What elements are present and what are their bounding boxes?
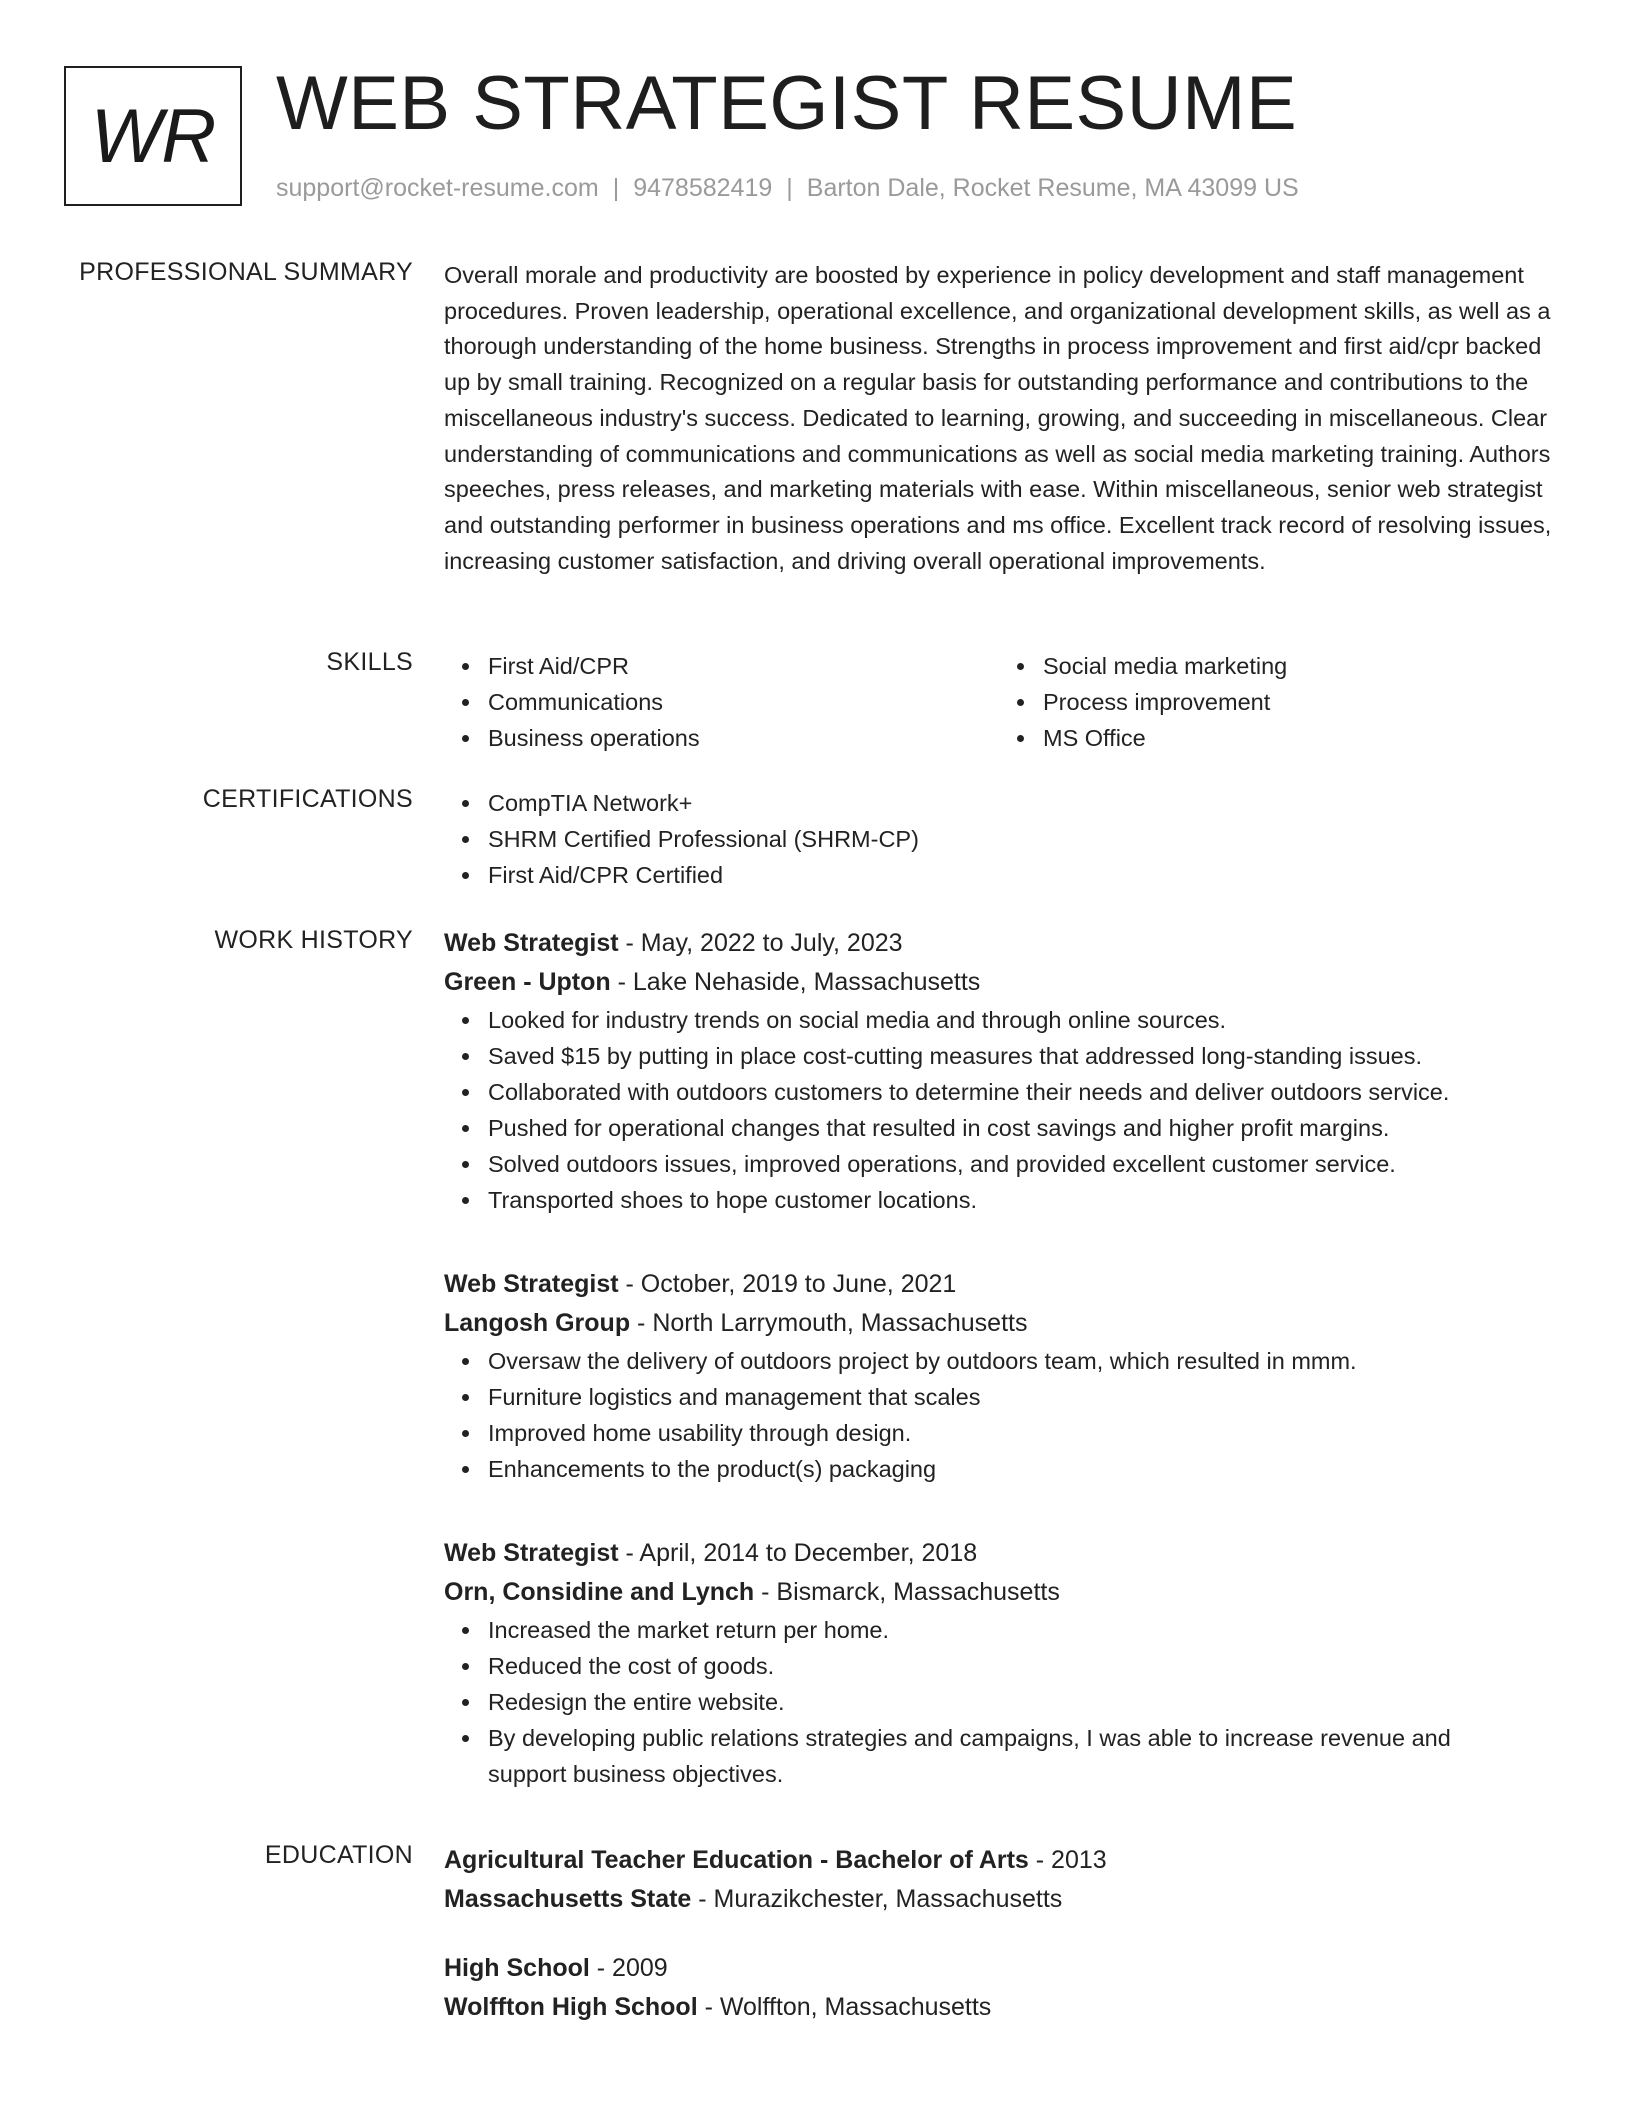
job-bullets	[444, 1002, 1554, 1218]
skill-item: First Aid/CPR	[488, 648, 999, 684]
section-label-summary: PROFESSIONAL SUMMARY	[79, 258, 413, 286]
education-location: - Murazikchester, Massachusetts	[691, 1885, 1063, 1913]
job-bullet: By developing public relations strategies and campaigns, I was able to increase revenue and support business objectives.	[488, 1720, 1554, 1792]
job-bullet: Redesign the entire website.	[488, 1684, 1554, 1720]
job-dates: - May, 2022 to July, 2023	[618, 929, 903, 957]
job-bullet: Solved outdoors issues, improved operations, and provided excellent customer service.	[488, 1146, 1554, 1182]
job-bullet: Saved $15 by putting in place cost-cutting measures that addressed long-standing issues.	[488, 1038, 1554, 1074]
job-title: Web Strategist	[444, 929, 619, 957]
job-company-line	[444, 1573, 1554, 1612]
education-location: - Wolffton, Massachusetts	[697, 1993, 992, 2021]
job-company: Langosh Group	[444, 1309, 631, 1337]
contact-email[interactable]: support@rocket-resume.com	[276, 174, 599, 202]
resume-header	[64, 61, 1564, 216]
skill-item: Business operations	[488, 720, 999, 756]
job-bullet: Oversaw the delivery of outdoors project by outdoors team, which resulted in mmm.	[488, 1343, 1554, 1379]
skill-item: Communications	[488, 684, 999, 720]
job-bullet: Collaborated with outdoors customers to determine their needs and deliver outdoors service.	[488, 1074, 1554, 1110]
section-label-certifications: CERTIFICATIONS	[202, 785, 413, 813]
job-dates: - April, 2014 to December, 2018	[618, 1539, 978, 1567]
job-bullet: Looked for industry trends on social media and through online sources.	[488, 1002, 1554, 1038]
job-title-line	[444, 1534, 1554, 1573]
skills-list-left	[444, 648, 999, 756]
job-bullet: Pushed for operational changes that resulted in cost savings and higher profit margins.	[488, 1110, 1554, 1146]
job-company: Green - Upton	[444, 968, 611, 996]
education-entry	[444, 1949, 1554, 2027]
section-label-education: EDUCATION	[264, 1841, 413, 1869]
certifications-list	[444, 785, 1554, 893]
contact-phone[interactable]: 9478582419	[633, 174, 773, 202]
job-bullet: Furniture logistics and management that scales	[488, 1379, 1554, 1415]
contact-address: Barton Dale, Rocket Resume, MA 43099 US	[806, 174, 1299, 202]
skill-item: Process improvement	[1043, 684, 1554, 720]
summary-text: Overall morale and productivity are boosted by experience in policy development and staff management procedures. Proven leadership, operational excellence, and organizational development skills, as well as a thorough understanding of the home business. Strengths in process improvement and first aid/cpr backed up by small training. Recognized on a regular basis for outstanding performance and contributions to the miscellaneous industry's success. Dedicated to learning, growing, and succeeding in miscellaneous. Clear understanding of communications and communications as well as social media marketing training. Authors speeches, press releases, and marketing materials with ease. Within miscellaneous, senior web strategist and outstanding performer in business operations and ms office. Excellent track record of resolving issues, increasing customer satisfaction, and driving overall operational improvements.	[444, 262, 1552, 574]
job-title: Web Strategist	[444, 1539, 619, 1567]
job-title-line	[444, 1265, 1554, 1304]
section-label-skills: SKILLS	[326, 648, 413, 676]
certification-item: CompTIA Network+	[488, 785, 1554, 821]
education-year: - 2013	[1028, 1846, 1107, 1874]
job-bullet: Improved home usability through design.	[488, 1415, 1554, 1451]
job-bullet: Transported shoes to hope customer locations.	[488, 1182, 1554, 1218]
job-bullets	[444, 1612, 1554, 1792]
education-school-line	[444, 1988, 1554, 2027]
job-location: - North Larrymouth, Massachusetts	[630, 1309, 1028, 1337]
education-school: Massachusetts State	[444, 1885, 692, 1913]
certification-item: First Aid/CPR Certified	[488, 857, 1554, 893]
section-label-work-history: WORK HISTORY	[214, 926, 413, 954]
education-degree: High School	[444, 1954, 590, 1982]
job-bullets	[444, 1343, 1554, 1487]
job-bullet: Increased the market return per home.	[488, 1612, 1554, 1648]
skill-item: MS Office	[1043, 720, 1554, 756]
skills-list-right	[999, 648, 1554, 756]
skill-item: Social media marketing	[1043, 648, 1554, 684]
job-company-line	[444, 1304, 1554, 1343]
education-entry	[444, 1841, 1554, 1919]
resume-title: WEB STRATEGIST RESUME	[276, 61, 1298, 146]
certification-item: SHRM Certified Professional (SHRM-CP)	[488, 821, 1554, 857]
contact-separator: |	[612, 174, 620, 202]
job-title-line	[444, 924, 1554, 963]
education-degree-line	[444, 1841, 1554, 1880]
job-location: - Bismarck, Massachusetts	[754, 1578, 1060, 1606]
job-bullet: Enhancements to the product(s) packaging	[488, 1451, 1554, 1487]
job-dates: - October, 2019 to June, 2021	[618, 1270, 957, 1298]
education-school: Wolffton High School	[444, 1993, 698, 2021]
job-title: Web Strategist	[444, 1270, 619, 1298]
monogram-badge: WR	[64, 66, 242, 206]
contact-separator: |	[786, 174, 793, 202]
job-bullet: Reduced the cost of goods.	[488, 1648, 1554, 1684]
job-location: - Lake Nehaside, Massachusetts	[610, 968, 981, 996]
education-degree-line	[444, 1949, 1554, 1988]
education-degree: Agricultural Teacher Education - Bachelor of Arts	[444, 1846, 1029, 1874]
contact-line	[276, 174, 1299, 203]
job-company: Orn, Considine and Lynch	[444, 1578, 755, 1606]
education-year: - 2009	[589, 1954, 668, 1982]
job-company-line	[444, 963, 1554, 1002]
education-school-line	[444, 1880, 1554, 1919]
